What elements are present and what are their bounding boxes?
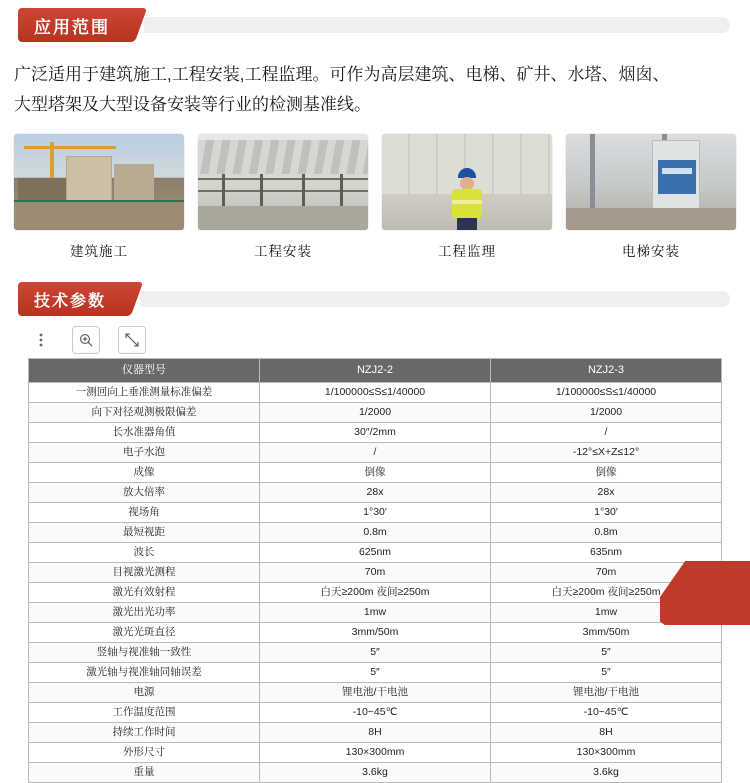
gallery-caption: 工程安装: [254, 244, 312, 259]
spec-label-cell: 激光光斑直径: [29, 623, 260, 643]
spec-value-nzj2-3: 锂电池/干电池: [491, 683, 722, 703]
spec-label-cell: 竖轴与视准轴一致性: [29, 643, 260, 663]
more-vertical-icon[interactable]: [28, 327, 54, 353]
table-row: [29, 723, 722, 743]
table-row: [29, 523, 722, 543]
spec-value-nzj2-2: 白天≥200m 夜间≥250m: [260, 583, 491, 603]
spec-value-nzj2-3: 3.6kg: [491, 763, 722, 783]
table-row: [29, 703, 722, 723]
spec-value-nzj2-2: 5″: [260, 663, 491, 683]
spec-table-body: [29, 383, 722, 783]
specs-section-banner: [18, 282, 730, 316]
spec-value-nzj2-2: 1/100000≤S≤1/40000: [260, 383, 491, 403]
table-row: [29, 743, 722, 763]
gallery-item: [566, 134, 736, 260]
spec-label-cell: 波长: [29, 543, 260, 563]
table-row: [29, 443, 722, 463]
gallery-caption: 工程监理: [438, 244, 496, 259]
specs-section-title: 技术参数: [18, 282, 124, 316]
spec-label-cell: 最短视距: [29, 523, 260, 543]
spec-value-nzj2-2: 3mm/50m: [260, 623, 491, 643]
spec-label-cell: 持续工作时间: [29, 723, 260, 743]
spec-value-nzj2-2: 28x: [260, 483, 491, 503]
spec-table: [28, 358, 722, 783]
spec-label-cell: 目视激光测程: [29, 563, 260, 583]
spec-value-nzj2-2: 5″: [260, 643, 491, 663]
spec-value-nzj2-2: 8H: [260, 723, 491, 743]
spec-value-nzj2-2: 625nm: [260, 543, 491, 563]
spec-value-nzj2-3: 1°30′: [491, 503, 722, 523]
spec-value-nzj2-3: 倒像: [491, 463, 722, 483]
spec-value-nzj2-3: 70m: [491, 563, 722, 583]
gallery-item: [14, 134, 184, 260]
spec-label-cell: 激光有效射程: [29, 583, 260, 603]
gallery-item: [382, 134, 552, 260]
spec-label-cell: 一测回向上垂准测量标准偏差: [29, 383, 260, 403]
decorative-corner: [660, 561, 750, 625]
table-row: [29, 423, 722, 443]
table-row: [29, 583, 722, 603]
table-row: [29, 663, 722, 683]
scope-section-banner: [18, 8, 730, 42]
spec-label-cell: 长水准器角值: [29, 423, 260, 443]
spec-value-nzj2-2: 130×300mm: [260, 743, 491, 763]
zoom-in-icon[interactable]: [72, 326, 100, 354]
intro-line-2: 大型塔架及大型设备安装等行业的检测基准线。: [14, 95, 371, 114]
spec-value-nzj2-3: 3mm/50m: [491, 623, 722, 643]
spec-label-cell: 成像: [29, 463, 260, 483]
spec-value-nzj2-3: 5″: [491, 663, 722, 683]
intro-line-1: 广泛适用于建筑施工,工程安装,工程监理。可作为高层建筑、电梯、矿井、水塔、烟囱、: [14, 65, 670, 84]
table-row: [29, 603, 722, 623]
spec-label-cell: 向下对径观测极限偏差: [29, 403, 260, 423]
construction-site-photo: [14, 134, 184, 230]
spec-value-nzj2-3: 130×300mm: [491, 743, 722, 763]
application-gallery: [14, 134, 736, 260]
spec-label-cell: 放大倍率: [29, 483, 260, 503]
table-row: [29, 483, 722, 503]
table-row: [29, 383, 722, 403]
gallery-caption: 电梯安装: [622, 244, 680, 259]
table-header-row: [29, 359, 722, 383]
spec-value-nzj2-2: /: [260, 443, 491, 463]
table-header-nzj2-3: NZJ2-3: [491, 359, 722, 383]
spec-value-nzj2-3: 1/100000≤S≤1/40000: [491, 383, 722, 403]
spec-value-nzj2-3: 0.8m: [491, 523, 722, 543]
spec-value-nzj2-3: 28x: [491, 483, 722, 503]
spec-value-nzj2-3: 1/2000: [491, 403, 722, 423]
expand-icon[interactable]: [118, 326, 146, 354]
spec-value-nzj2-2: 1/2000: [260, 403, 491, 423]
table-row: [29, 623, 722, 643]
banner-bar: [140, 291, 730, 307]
spec-value-nzj2-2: 30″/2mm: [260, 423, 491, 443]
spec-value-nzj2-3: 5″: [491, 643, 722, 663]
spec-label-cell: 电源: [29, 683, 260, 703]
spec-label-cell: 工作温度范围: [29, 703, 260, 723]
spec-value-nzj2-3: 1mw: [491, 603, 722, 623]
scope-section-title: 应用范围: [18, 8, 128, 42]
spec-value-nzj2-2: -10~45℃: [260, 703, 491, 723]
spec-value-nzj2-2: 1mw: [260, 603, 491, 623]
spec-value-nzj2-3: 白天≥200m 夜间≥250m: [491, 583, 722, 603]
spec-value-nzj2-2: 3.6kg: [260, 763, 491, 783]
spec-value-nzj2-3: 635nm: [491, 543, 722, 563]
spec-label-cell: 视场角: [29, 503, 260, 523]
intro-paragraph: [14, 60, 736, 120]
table-row: [29, 643, 722, 663]
table-row: [29, 683, 722, 703]
spec-label-cell: 外形尺寸: [29, 743, 260, 763]
spec-value-nzj2-3: 8H: [491, 723, 722, 743]
spec-label-cell: 重量: [29, 763, 260, 783]
gallery-item: [198, 134, 368, 260]
table-toolbar: [28, 326, 750, 354]
steel-structure-photo: [198, 134, 368, 230]
spec-value-nzj2-2: 0.8m: [260, 523, 491, 543]
table-row: [29, 403, 722, 423]
banner-bar: [144, 17, 730, 33]
table-row: [29, 543, 722, 563]
spec-value-nzj2-2: 1°30′: [260, 503, 491, 523]
spec-value-nzj2-3: -10~45℃: [491, 703, 722, 723]
table-row: [29, 763, 722, 783]
table-header-model: 仪器型号: [29, 359, 260, 383]
table-header-nzj2-2: NZJ2-2: [260, 359, 491, 383]
site-supervisor-photo: [382, 134, 552, 230]
spec-value-nzj2-2: 锂电池/干电池: [260, 683, 491, 703]
spec-value-nzj2-3: -12°≤X+Z≤12°: [491, 443, 722, 463]
spec-value-nzj2-3: /: [491, 423, 722, 443]
spec-label-cell: 电子水泡: [29, 443, 260, 463]
spec-value-nzj2-2: 70m: [260, 563, 491, 583]
spec-label-cell: 激光出光功率: [29, 603, 260, 623]
gallery-caption: 建筑施工: [70, 244, 128, 259]
spec-label-cell: 激光轴与视准轴同轴误差: [29, 663, 260, 683]
elevator-hoist-photo: [566, 134, 736, 230]
table-row: [29, 463, 722, 483]
table-row: [29, 503, 722, 523]
spec-table-container: [28, 358, 736, 783]
table-row: [29, 563, 722, 583]
spec-value-nzj2-2: 倒像: [260, 463, 491, 483]
